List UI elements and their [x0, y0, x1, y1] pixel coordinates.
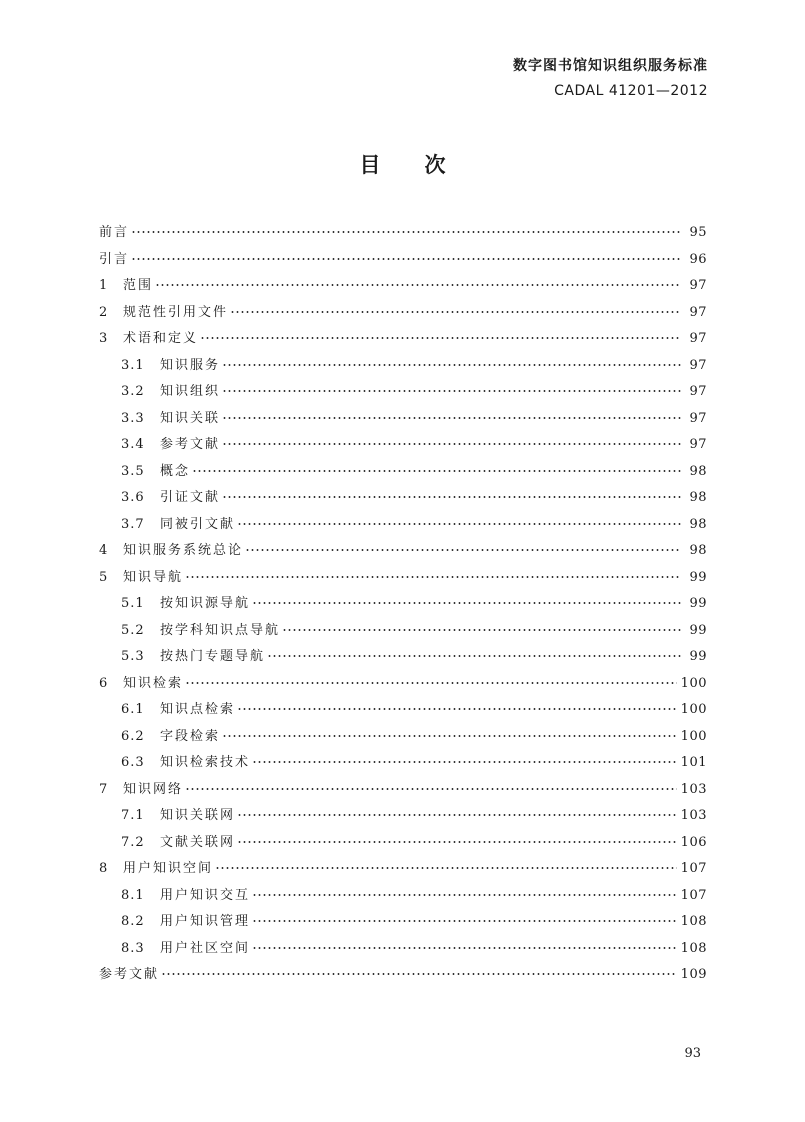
- toc-entry[interactable]: [99, 883, 707, 910]
- toc-entry-label: 概念: [160, 463, 191, 479]
- toc-entry[interactable]: [99, 697, 707, 724]
- toc-entry-number: 4: [99, 543, 109, 558]
- toc-entry[interactable]: [99, 856, 707, 883]
- toc-entry[interactable]: [99, 379, 707, 406]
- toc-entry[interactable]: [99, 538, 707, 565]
- toc-dot-leader: [237, 841, 677, 843]
- toc-entry-number: 2: [99, 304, 109, 320]
- toc-entry-number: 3.1: [121, 357, 145, 373]
- toc-entry-number: 3.5: [121, 463, 145, 479]
- toc-entry-page: 108: [680, 940, 707, 956]
- toc-entry-number: 3: [99, 331, 109, 346]
- toc-entry-number: 3.7: [121, 516, 145, 532]
- toc-dot-leader: [185, 788, 677, 790]
- toc-entry-number: 7.1: [121, 808, 145, 823]
- toc-entry-page: 97: [689, 278, 707, 293]
- toc-entry[interactable]: [99, 485, 707, 512]
- toc-entry-label: 知识网络: [123, 781, 184, 797]
- toc-dot-leader: [267, 655, 681, 657]
- toc-entry-page: 98: [689, 543, 707, 558]
- toc-entry-page: 103: [680, 781, 707, 797]
- toc-entry-label: 用户知识管理: [160, 914, 251, 929]
- toc-entry-number: 7.2: [121, 834, 145, 850]
- toc-entry-number: 8.3: [121, 940, 145, 956]
- toc-entry-label: 知识关联: [160, 410, 221, 426]
- toc-entry[interactable]: [99, 512, 707, 539]
- toc-entry[interactable]: [99, 220, 707, 247]
- toc-dot-leader: [237, 814, 677, 816]
- toc-entry-label: 术语和定义: [123, 331, 199, 346]
- toc-entry[interactable]: [99, 777, 707, 804]
- toc-entry-number: 5.1: [121, 596, 145, 611]
- toc-dot-leader: [252, 947, 677, 949]
- toc-entry-page: 103: [680, 808, 707, 823]
- toc-dot-leader: [215, 867, 677, 869]
- toc-dot-leader: [222, 417, 681, 419]
- toc-entry[interactable]: [99, 432, 707, 459]
- toc-entry-number: 3.6: [121, 490, 145, 505]
- toc-entry-page: 108: [680, 914, 707, 929]
- toc-entry-label: 规范性引用文件: [123, 304, 229, 320]
- toc-entry-page: 97: [689, 331, 707, 346]
- page-number: 93: [684, 1046, 701, 1061]
- toc-entry-page: 98: [689, 463, 707, 479]
- toc-dot-leader: [237, 523, 681, 525]
- toc-entry[interactable]: [99, 830, 707, 857]
- toc-dot-leader: [185, 682, 677, 684]
- toc-entry-page: 97: [689, 437, 707, 452]
- toc-dot-leader: [252, 894, 677, 896]
- toc-entry-number: 6.2: [121, 728, 145, 744]
- toc-dot-leader: [200, 337, 681, 339]
- toc-dot-leader: [252, 920, 677, 922]
- table-of-contents: [99, 220, 707, 989]
- toc-entry-label: 按学科知识点导航: [160, 622, 281, 638]
- toc-entry-page: 101: [680, 755, 707, 770]
- toc-entry-number: 1: [99, 278, 109, 293]
- toc-entry-label: 范围: [123, 278, 154, 293]
- toc-entry[interactable]: [99, 247, 707, 274]
- toc-entry[interactable]: [99, 803, 707, 830]
- toc-entry-label: 用户社区空间: [160, 940, 251, 956]
- toc-entry-page: 95: [689, 225, 707, 240]
- toc-entry[interactable]: [99, 618, 707, 645]
- toc-entry-label: 知识检索: [123, 675, 184, 691]
- toc-entry-number: 8: [99, 861, 109, 876]
- toc-entry-page: 107: [680, 887, 707, 903]
- toc-entry-label: 参考文献: [99, 967, 160, 982]
- toc-dot-leader: [185, 576, 681, 578]
- toc-entry-page: 99: [689, 649, 707, 664]
- toc-entry-number: 6.1: [121, 702, 145, 717]
- toc-entry[interactable]: [99, 750, 707, 777]
- toc-entry-page: 99: [689, 622, 707, 638]
- toc-entry-page: 97: [689, 357, 707, 373]
- toc-entry-label: 知识关联网: [160, 808, 236, 823]
- toc-entry-page: 98: [689, 516, 707, 532]
- toc-entry-label: 按知识源导航: [160, 596, 251, 611]
- toc-entry[interactable]: [99, 300, 707, 327]
- toc-dot-leader: [222, 496, 681, 498]
- toc-entry-label: 按热门专题导航: [160, 649, 266, 664]
- toc-entry-number: 5.3: [121, 649, 145, 664]
- toc-entry-label: 知识点检索: [160, 702, 236, 717]
- toc-dot-leader: [237, 708, 677, 710]
- toc-entry-number: 5.2: [121, 622, 145, 638]
- toc-entry-label: 字段检索: [160, 728, 221, 744]
- toc-entry-number: 6: [99, 675, 109, 691]
- toc-entry-number: 3.2: [121, 384, 145, 399]
- toc-entry-number: 7: [99, 781, 109, 797]
- toc-entry-number: 8.2: [121, 914, 145, 929]
- toc-entry[interactable]: [99, 353, 707, 380]
- toc-entry-page: 97: [689, 384, 707, 399]
- toc-entry-page: 107: [680, 861, 707, 876]
- toc-entry-page: 99: [689, 596, 707, 611]
- toc-entry-page: 106: [680, 834, 707, 850]
- toc-dot-leader: [155, 284, 681, 286]
- toc-entry[interactable]: [99, 591, 707, 618]
- toc-entry-label: 知识服务系统总论: [123, 543, 244, 558]
- toc-dot-leader: [222, 364, 681, 366]
- toc-entry-label: 知识组织: [160, 384, 221, 399]
- toc-entry[interactable]: [99, 273, 707, 300]
- toc-dot-leader: [252, 761, 677, 763]
- toc-dot-leader: [252, 602, 681, 604]
- toc-entry-page: 100: [680, 702, 707, 717]
- toc-entry-page: 97: [689, 410, 707, 426]
- toc-entry-page: 100: [680, 675, 707, 691]
- toc-entry[interactable]: [99, 909, 707, 936]
- toc-entry-page: 109: [680, 967, 707, 982]
- standard-code: CADAL 41201—2012: [554, 83, 708, 99]
- toc-entry-label: 参考文献: [160, 437, 221, 452]
- toc-dot-leader: [282, 629, 681, 631]
- toc-entry[interactable]: [99, 644, 707, 671]
- toc-entry-page: 98: [689, 490, 707, 505]
- toc-entry[interactable]: [99, 459, 707, 486]
- toc-entry[interactable]: [99, 936, 707, 963]
- toc-entry-number: 3.3: [121, 410, 145, 426]
- toc-entry-number: 8.1: [121, 887, 145, 903]
- toc-dot-leader: [230, 311, 681, 313]
- toc-dot-leader: [192, 470, 681, 472]
- toc-entry[interactable]: [99, 406, 707, 433]
- toc-entry-label: 引证文献: [160, 490, 221, 505]
- toc-entry-number: 6.3: [121, 755, 145, 770]
- toc-entry[interactable]: [99, 565, 707, 592]
- page-header: [513, 56, 708, 101]
- toc-entry-page: 97: [689, 304, 707, 320]
- toc-entry-label: 引言: [99, 251, 130, 267]
- toc-entry-label: 文献关联网: [160, 834, 236, 850]
- toc-entry-label: 前言: [99, 225, 130, 240]
- toc-entry-label: 知识检索技术: [160, 755, 251, 770]
- toc-entry[interactable]: [99, 962, 707, 989]
- toc-entry[interactable]: [99, 724, 707, 751]
- toc-dot-leader: [222, 735, 677, 737]
- toc-entry[interactable]: [99, 326, 707, 353]
- toc-entry-label: 知识服务: [160, 357, 221, 373]
- toc-entry-page: 96: [689, 251, 707, 267]
- toc-entry-page: 99: [689, 569, 707, 585]
- toc-entry[interactable]: [99, 671, 707, 698]
- toc-entry-label: 用户知识交互: [160, 887, 251, 903]
- toc-entry-number: 3.4: [121, 437, 145, 452]
- standard-title: 数字图书馆知识组织服务标准: [513, 58, 708, 74]
- toc-entry-label: 知识导航: [123, 569, 184, 585]
- toc-title: 目次: [359, 153, 490, 177]
- toc-entry-number: 5: [99, 569, 109, 585]
- toc-dot-leader: [131, 231, 681, 233]
- toc-dot-leader: [222, 390, 681, 392]
- toc-entry-page: 100: [680, 728, 707, 744]
- toc-dot-leader: [245, 549, 681, 551]
- toc-dot-leader: [131, 258, 681, 260]
- toc-dot-leader: [222, 443, 681, 445]
- toc-entry-label: 同被引文献: [160, 516, 236, 532]
- toc-entry-label: 用户知识空间: [123, 861, 214, 876]
- toc-dot-leader: [161, 973, 677, 975]
